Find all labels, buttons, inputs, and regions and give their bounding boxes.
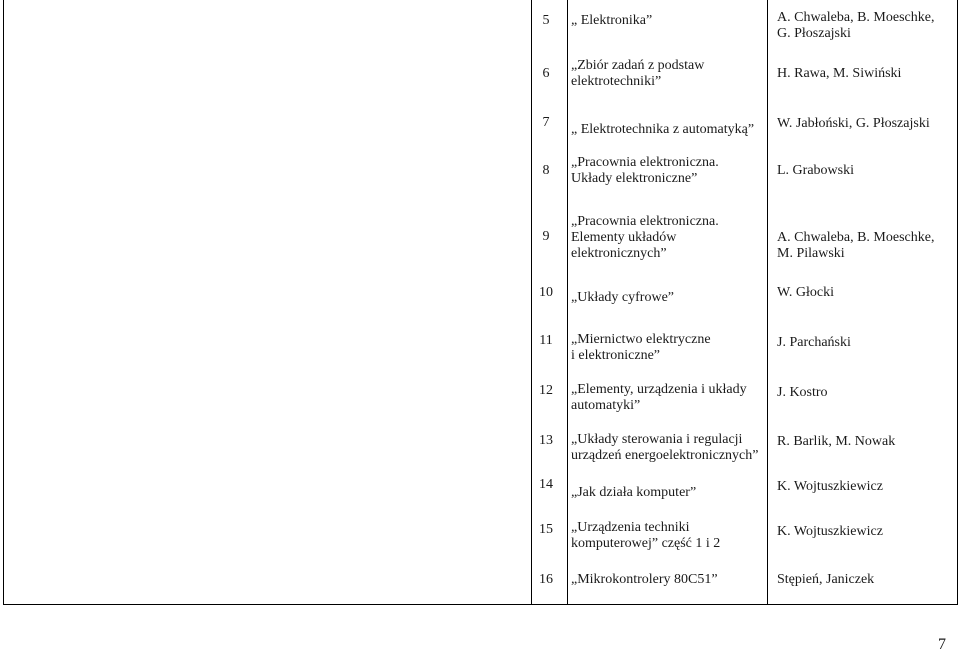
row-number: 5 [542, 13, 550, 28]
book-author-line: A. Chwaleba, B. Moeschke, [777, 10, 935, 25]
book-title-line: urządzeń energoelektronicznych” [571, 448, 759, 463]
book-author-line: Stępień, Janiczek [777, 572, 875, 587]
book-title-line: „Zbiór zadań z podstaw [571, 58, 705, 73]
book-title [571, 13, 652, 29]
book-author [777, 66, 901, 82]
row-number: 16 [539, 572, 553, 587]
book-title-line: i elektroniczne” [571, 348, 661, 363]
book-title [571, 58, 704, 90]
column-divider-3 [767, 0, 768, 604]
book-title-line: elektrotechniki” [571, 74, 662, 89]
book-author-line: L. Grabowski [777, 163, 854, 178]
book-title-line: „Urządzenia techniki [571, 520, 690, 535]
book-title [571, 485, 696, 501]
book-title-line: „Pracownia elektroniczna. [571, 155, 719, 170]
book-author-line: K. Wojtuszkiewicz [777, 479, 883, 494]
book-author [777, 385, 828, 401]
row-number: 9 [542, 229, 550, 244]
book-author [777, 116, 930, 132]
row-number: 10 [539, 285, 553, 300]
book-title [571, 382, 747, 414]
book-title [571, 432, 758, 464]
row-number: 8 [542, 163, 550, 178]
book-author-line: R. Barlik, M. Nowak [777, 434, 896, 449]
row-number: 13 [539, 433, 553, 448]
book-title [571, 214, 719, 262]
book-author [777, 572, 874, 588]
page-number: 7 [938, 636, 946, 653]
book-author-line: W. Jabłoński, G. Płoszajski [777, 116, 930, 131]
book-title-line: „Mikrokontrolery 80C51” [571, 572, 718, 587]
book-title-line: „Układy cyfrowe” [571, 290, 675, 305]
book-author-line: J. Parchański [777, 335, 851, 350]
book-title [571, 520, 720, 552]
book-author-line: H. Rawa, M. Siwiński [777, 66, 902, 81]
book-author [777, 10, 934, 42]
book-author-line: G. Płoszajski [777, 26, 851, 41]
book-title-line: „Elementy, urządzenia i układy [571, 382, 747, 397]
book-title-line: „Miernictwo elektryczne [571, 332, 711, 347]
book-title [571, 290, 674, 306]
column-divider-2 [567, 0, 568, 604]
row-number: 12 [539, 383, 553, 398]
book-author [777, 285, 834, 301]
book-title-line: Elementy układów [571, 230, 677, 245]
book-title-line: „Jak działa komputer” [571, 485, 697, 500]
row-number: 11 [539, 333, 553, 348]
book-author-line: A. Chwaleba, B. Moeschke, [777, 230, 935, 245]
book-list-table [3, 0, 958, 605]
book-title [571, 572, 718, 588]
row-number: 15 [539, 522, 553, 537]
book-title [571, 122, 754, 138]
row-number: 7 [542, 115, 550, 130]
column-divider-1 [531, 0, 532, 604]
book-author-line: W. Głocki [777, 285, 835, 300]
book-title-line: „ Elektronika” [571, 13, 653, 28]
book-author [777, 524, 883, 540]
book-title [571, 155, 719, 187]
book-title-line: komputerowej” część 1 i 2 [571, 536, 721, 551]
book-title-line: „Układy sterowania i regulacji [571, 432, 743, 447]
book-title-line: „ Elektrotechnika z automatyką” [571, 122, 755, 137]
book-author [777, 163, 854, 179]
book-author-line: M. Pilawski [777, 246, 845, 261]
book-author [777, 479, 883, 495]
book-title-line: „Pracownia elektroniczna. [571, 214, 719, 229]
book-title-line: Układy elektroniczne” [571, 171, 698, 186]
book-author-line: J. Kostro [777, 385, 828, 400]
book-author [777, 335, 851, 351]
book-title-line: automatyki” [571, 398, 641, 413]
book-author [777, 230, 934, 262]
row-number: 14 [539, 477, 553, 492]
book-title [571, 332, 711, 364]
row-number: 6 [542, 66, 550, 81]
book-author [777, 434, 895, 450]
book-title-line: elektronicznych” [571, 246, 667, 261]
book-author-line: K. Wojtuszkiewicz [777, 524, 883, 539]
